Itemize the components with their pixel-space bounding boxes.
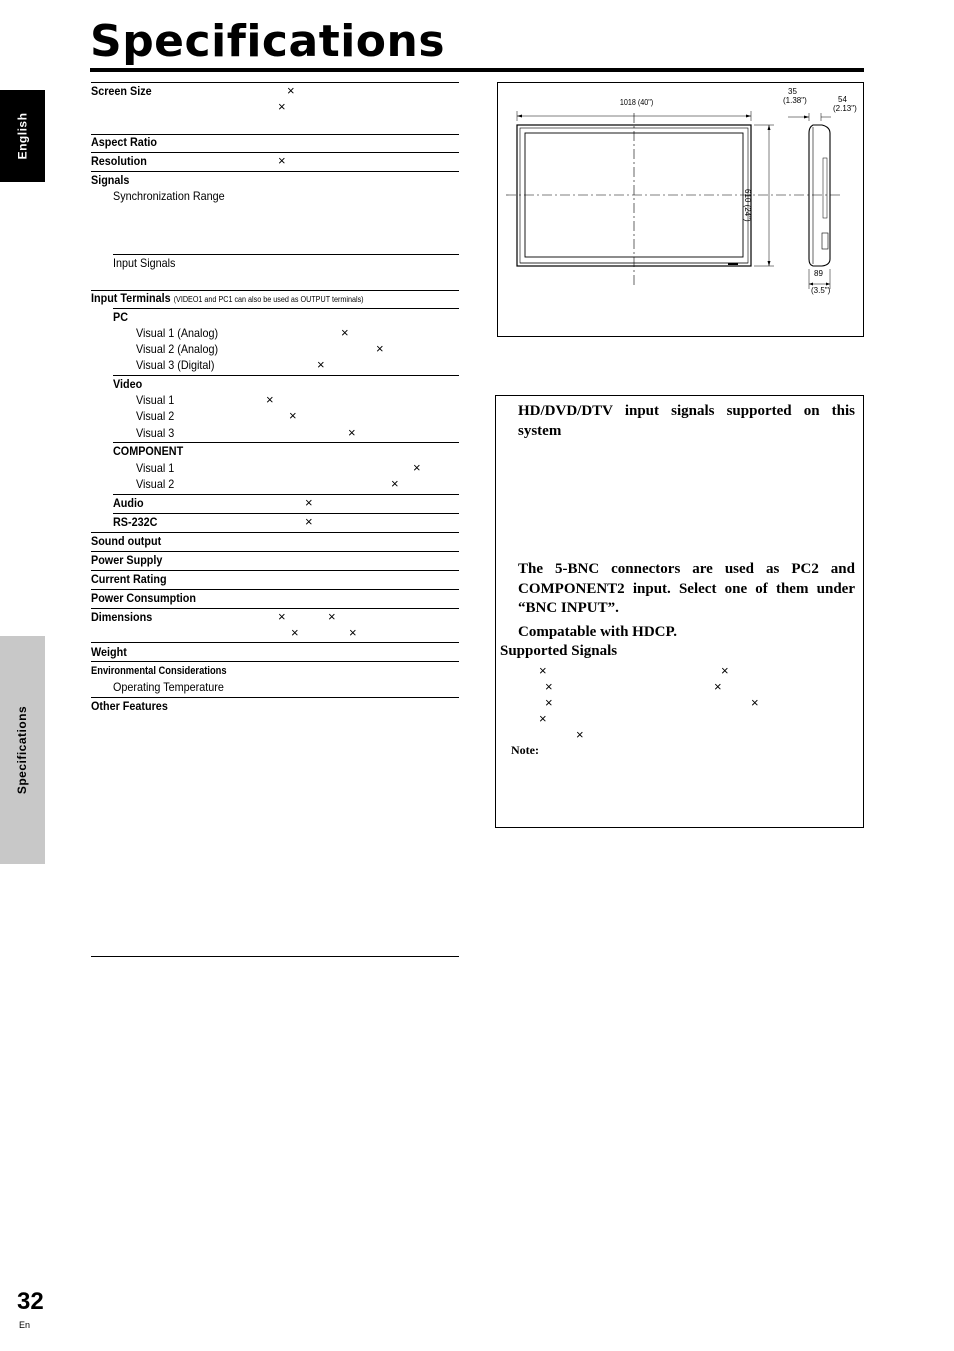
times-mark: × — [278, 99, 286, 114]
rs232c-label: RS-232C — [113, 515, 158, 529]
aspect-ratio-label: Aspect Ratio — [91, 135, 158, 149]
sync-range-label: Synchronization Range — [113, 189, 225, 203]
times-mark: × — [287, 83, 295, 98]
rule — [91, 661, 459, 662]
rule — [91, 589, 459, 590]
rule — [113, 513, 459, 514]
depth-side-inch: (2.13") — [833, 104, 857, 113]
times-mark: × — [545, 679, 553, 694]
times-mark: × — [289, 408, 297, 423]
power-consumption-label: Power Consumption — [91, 591, 197, 605]
resolution-label: Resolution — [91, 154, 147, 168]
comp-visual1-label: Visual 1 — [136, 461, 175, 475]
depth-top-label: 35 — [788, 87, 797, 96]
rule — [91, 608, 459, 609]
rule — [91, 956, 459, 957]
rule — [91, 171, 459, 172]
dimension-diagram — [497, 82, 864, 337]
audio-label: Audio — [113, 496, 144, 510]
width-label: 1018 (40") — [619, 98, 654, 107]
other-features-label: Other Features — [91, 699, 168, 713]
times-mark: × — [721, 663, 729, 678]
weight-label: Weight — [91, 645, 127, 659]
tab-english-label: English — [15, 112, 30, 160]
signals-label: Signals — [91, 173, 130, 187]
height-label: 610 (24") — [743, 189, 752, 222]
hd-note: HD/DVD/DTV input signals supported on this system — [518, 403, 855, 439]
input-terminals-text: Input Terminals — [91, 291, 171, 305]
rule — [113, 254, 459, 255]
hdcp-note: Compatable with HDCP. — [518, 624, 678, 640]
sound-output-label: Sound output — [91, 534, 162, 548]
rule — [91, 152, 459, 153]
times-mark: × — [328, 609, 336, 624]
input-terminals-label — [91, 291, 364, 307]
times-mark: × — [751, 695, 759, 710]
times-mark: × — [349, 625, 357, 640]
times-mark: × — [376, 341, 384, 356]
times-mark: × — [413, 460, 421, 475]
times-mark: × — [545, 695, 553, 710]
rule — [91, 532, 459, 533]
page-number: 32 — [17, 1288, 44, 1315]
pc-visual3-label: Visual 3 (Digital) — [136, 358, 215, 372]
dimension-drawing — [498, 83, 863, 336]
info-box — [495, 395, 864, 828]
dimensions-label: Dimensions — [91, 610, 153, 624]
component-label: COMPONENT — [113, 444, 184, 458]
times-mark: × — [576, 727, 584, 742]
video-visual2-label: Visual 2 — [136, 409, 175, 423]
tab-specifications — [0, 636, 45, 864]
rule — [91, 82, 459, 83]
times-mark: × — [278, 153, 286, 168]
depth-side-label: 54 — [838, 95, 847, 104]
times-mark: × — [305, 495, 313, 510]
rule — [113, 494, 459, 495]
tab-specifications-label: Specifications — [15, 705, 30, 795]
times-mark: × — [341, 325, 349, 340]
env-considerations-label: Environmental Considerations — [91, 665, 227, 677]
pc-label: PC — [113, 310, 129, 324]
times-mark: × — [291, 625, 299, 640]
input-terminals-note: (VIDEO1 and PC1 can also be used as OUTPUT terminals) — [173, 295, 364, 304]
screen-size-label: Screen Size — [91, 84, 152, 98]
rule — [91, 570, 459, 571]
times-mark: × — [305, 514, 313, 529]
times-mark: × — [714, 679, 722, 694]
base-inch: (3.5") — [811, 286, 831, 295]
times-mark: × — [539, 663, 547, 678]
current-rating-label: Current Rating — [91, 572, 167, 586]
video-visual1-label: Visual 1 — [136, 393, 175, 407]
input-signals-label: Input Signals — [113, 256, 176, 270]
times-mark: × — [278, 609, 286, 624]
operating-temp-label: Operating Temperature — [113, 680, 224, 694]
tab-english — [0, 90, 45, 182]
times-mark: × — [539, 711, 547, 726]
rule — [113, 308, 459, 309]
page-lang-code: En — [19, 1320, 31, 1330]
rule — [91, 697, 459, 698]
times-mark: × — [317, 357, 325, 372]
depth-top-inch: (1.38") — [783, 96, 807, 105]
times-mark: × — [348, 425, 356, 440]
rule — [91, 642, 459, 643]
rule — [113, 442, 459, 443]
comp-visual2-label: Visual 2 — [136, 477, 175, 491]
rule — [91, 551, 459, 552]
rule — [113, 375, 459, 376]
note-label: Note: — [511, 743, 539, 757]
video-visual3-label: Visual 3 — [136, 426, 175, 440]
bnc-note: The 5-BNC connectors are used as PC2 and COMPONENT2 input. Select one of them under “BNC INPUT”. — [518, 561, 855, 616]
supported-signals-label: Supported Signals — [500, 643, 618, 659]
base-label: 89 — [814, 269, 823, 278]
video-label: Video — [113, 377, 143, 391]
times-mark: × — [266, 392, 274, 407]
pc-visual1-label: Visual 1 (Analog) — [136, 326, 219, 340]
times-mark: × — [391, 476, 399, 491]
pc-visual2-label: Visual 2 (Analog) — [136, 342, 219, 356]
power-supply-label: Power Supply — [91, 553, 163, 567]
title-rule — [90, 68, 864, 72]
page-title: Specifications — [90, 16, 446, 67]
